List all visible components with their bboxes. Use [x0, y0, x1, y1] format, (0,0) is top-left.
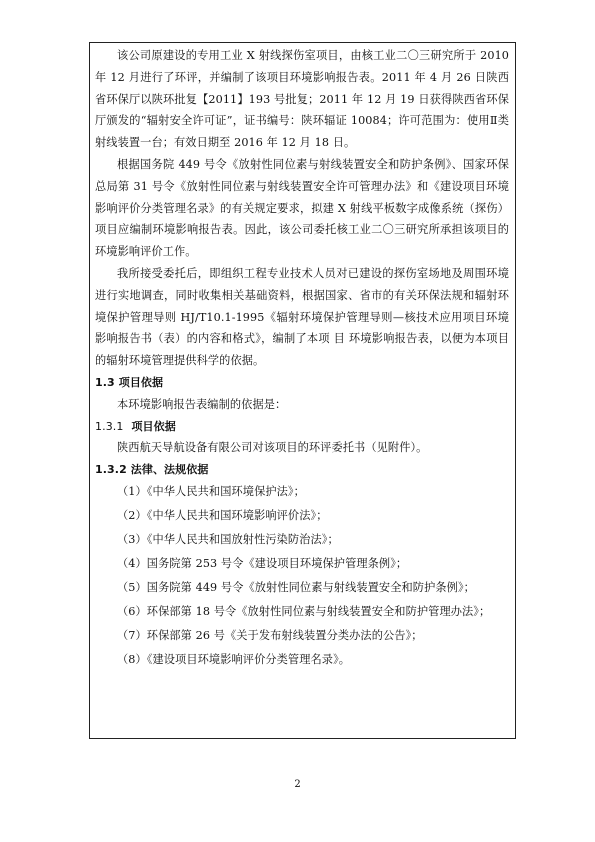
laws-list [95, 481, 509, 671]
list-item: （5）国务院第 449 号令《放射性同位素与射线装置安全和防护条例》； [117, 580, 475, 594]
list-item: （2）《中华人民共和国环境影响评价法》； [117, 508, 328, 522]
list-item: （7）环保部第 26 号《关于发布射线装置分类办法的公告》； [117, 628, 423, 642]
list-item: （1）《中华人民共和国环境保护法》； [117, 484, 305, 498]
section-title: 项目依据 [131, 419, 176, 433]
section-heading-1-3: 1.3 项目依据 [95, 375, 164, 389]
paragraph-survey-work: 我所接受委托后，即组织工程专业技术人员对已建设的探伤室场地及周围环境进行实地调查，同时收集相关基础资料，根据国家、省市的有关环保法规和辐射环境保护管理导则 HJ/T10.1-1995《辐射环境保护管理导则—核技术应用项目环境影响报告书（表）的内容和格式》，编制了本项 目 环境影响报告表，以便为本项目的辐射环境管理提供科学的依据。 [95, 266, 509, 368]
paragraph-regulatory-basis: 根据国务院 449 号令《放射性同位素与射线装置安全和防护条例》、国家环保总局第 31 号令《放射性同位素与射线装置安全许可管理办法》和《建设项目环境影响评价分类管理名录》的有关规定要求，拟建 X 射线平板数字成像系统（探伤）项目应编制环境影响报告表。因此，该公司委托核工业二〇三研究所承担该项目的环境影响评价工作。 [95, 157, 509, 259]
document-body [95, 45, 509, 673]
page-number: 2 [294, 779, 301, 790]
list-item: （8）《建设项目环境影响评价分类管理名录》。 [117, 652, 351, 666]
paragraph-prior-assessment: 该公司原建设的专用工业 X 射线探伤室项目，由核工业二〇三研究所于 2010 年 12 月进行了环评，并编制了该项目环境影响报告表。2011 年 4 月 26 日陕西省环保厅以陕环批复【2011】193 号批复；2011 年 12 月 19 日获得陕西省环保厅颁发的“辐射安全许可证”，证书编号：陕环辐证 10084；许可范围为：使用Ⅱ类射线装置一台；有效日期至 2016 年 12 月 18 日。 [95, 49, 509, 150]
list-item: （3）《中华人民共和国放射性污染防治法》； [117, 532, 339, 546]
paragraph-basis-intro: 本环境影响报告表编制的依据是： [117, 397, 287, 411]
list-item: （4）国务院第 253 号令《建设项目环境保护管理条例》； [117, 556, 408, 570]
paragraph-entrustment: 陕西航天导航设备有限公司对该项目的环评委托书（见附件）。 [117, 441, 428, 455]
list-item: （6）环保部第 18 号令《放射性同位素与射线装置安全和防护管理办法》； [117, 604, 491, 618]
section-heading-1-3-1 [95, 416, 509, 438]
section-number: 1.3.1 [95, 419, 124, 433]
section-heading-1-3-2: 1.3.2 法律、法规依据 [95, 463, 209, 477]
